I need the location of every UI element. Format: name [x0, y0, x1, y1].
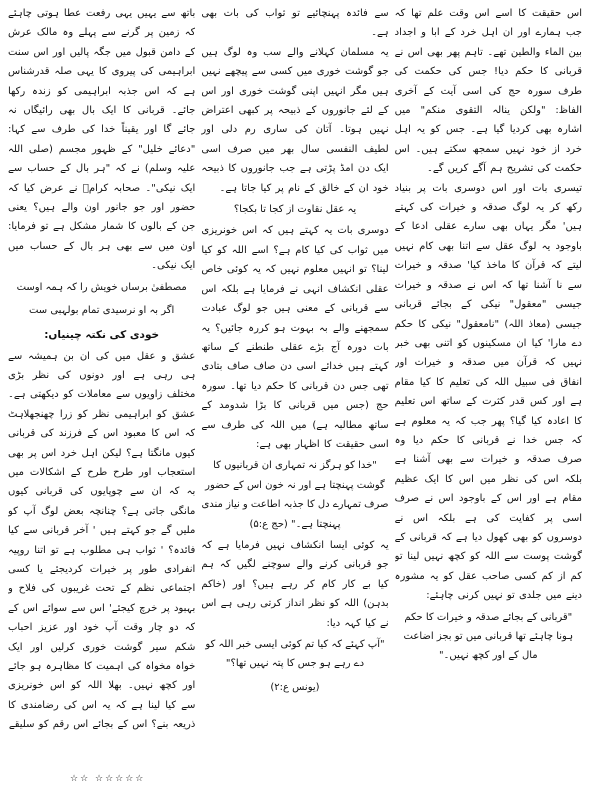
quoted-line: یہ عقل نقاوت از کجا تا بکجا؟ [233, 204, 357, 216]
paragraph: اس حقیقت کا اسے اس وقت علم تھا کہ جب ہمارے اور ان اہل خرد کے ابا و اجداد بین الماء والطین تھے۔ تاہم پھر بھی اس نے قربانی کا حکم دیا! جس کی حکمت کی طرف سورہ حج کی اسی آیت کے آخری الفاظ: "ولکن ینالہ التقوی منکم" میں اشارہ بھی کردیا گیا ہے۔ جس کو یہ اہل خرد از خود نہیں سمجھ سکتے ہیں۔ اس حکمت کی تشریح ہم آگے کریں گے۔ [394, 8, 582, 175]
paragraph: یہ کوئی ایسا انکشاف نہیں فرمایا ہے کہ جو قربانی کرنے والے سوچنے لگیں کہ ہم کیا بے کار کام کر رہے ہیں؟ اور (خاکم بدہن) اللہ کو نظر انداز کرتی رہی ہے اس نے کیا کہہ دیا: [201, 539, 389, 629]
footer-stars: ☆☆ ☆☆☆☆☆ [70, 774, 146, 784]
paragraph: سے فائدہ پہنچائیے تو ثواب کی بات بھی ہے۔ [201, 8, 389, 39]
paragraph: عشق و عقل میں کی ان بن ہمیشہ سے ہی رہی ہے اور دونوں کی نظر بڑی مختلف زاویوں سے معاملات کو دیکھتی ہے۔ عشق کو ابراہیمی نظر کو زرا چھنجھلاہٹ کہ اس کا معبود اس کے فرزند کی قربانی کیوں مانگتا ہے؟ لیکن اہل خرد اس پر بھی استعجاب اور طرح طرح کے اشکالات میں بہ کہ ان سے چوپایوں کی قربانی کیوں مانگی جاتی ہے؟ چنانچہ بعض لوگ آپ کو ملیں گے جو کہتے ہیں ' آخر قربانی سے کیا فائدہ؟ ' ثواب ہی مطلوب ہے تو اتنا روپیہ انفرادی طور پر خیرات کردیجئے یا کسی اجتماعی نظم کے تحت غریبوں کی فلاح و بہبود پر خرچ کیجئے' اس سے سوائے اس کے کہ دو چار وقت آپ خود اور عزیز احباب شکم سیر گوشت خوری کرلیں اور ایک خواہ مخواہ کی اہمیت کا مظاہرہ ہو جائے اور کچھ نہیں۔ بھلا اللہ کو اس خونریزی سے کیا لینا ہے کہ یہ اس کی رضامندی کا ذریعہ بنے؟ اس کے بجائے اس رقم کو سلیقے [8, 350, 196, 731]
section-heading: خودی کی نکتہ چینیاں: [44, 328, 160, 341]
paragraph: یہ مسلمان کہلانے والے سب وہ لوگ ہیں جو گوشت خوری میں کسی سے پیچھے نہیں ہیں مگر انہیں اپنی گوشت خوری اور اس کے لئے جانوروں کے ذبیحہ پر کبھی اعتراض نہیں ہوتا۔ آتان کی ساری رم دلی اور لطیف النفسی سال بھر میں صرف اسی ایک دن امڈ پڑتی ہے جب جانوروں کا ذبیحہ خود ان کے خالق کے نام پر کیا جاتا ہے۔ [201, 46, 389, 194]
column-right [8, 4, 195, 784]
quran-quote: "خدا کو ہرگز نہ تمہاری ان قربانیوں کا گوشت پہنچتا ہے اور نہ خون اس کے حضور صرف تمہارے دل کا جذبہ اطاعت و نیاز مندی پہنچتا ہے۔" (حج ع:۵) [201, 460, 389, 530]
column-left [395, 4, 582, 784]
persian-verse-line: مصطفیٰ برساں خویش را کہ ہمہ اوست [16, 281, 187, 293]
column-middle [201, 4, 388, 784]
paragraph: تیسری بات اور اس دوسری بات پر بنیاد رکھ کر یہ لوگ صدقہ و خیرات کی کہتے ہیں' مگر یہاں بھی سارے عقلی ادعا کے باوجود یہ لوگ عقل سے اتنا بھی کام نہیں لیتے کہ قرآن کا ماخذ کیا' صدقہ و خیرات سے نا آشنا تھا کہ اس نے صدقہ و خیرات جیسی "معقول" نیکی کے بجائے قربانی جیسی (معاذ اللہ) "نامعقول" نیکی کا حکم دے مارا' کیا ان مسکینوں کو اتنی بھی خبر نہیں کہ قرآن میں صدقہ و خیرات اور انفاق فی سبیل اللہ کی تعلیم کا کیا مقام ہے اور کس قدر کثرت کے ساتھ اس تعلیم کا اعادہ کیا گیا؟ پھر جب کہ یہ معلوم ہے کہ جس خدا نے قربانی کا حکم دیا وہ صرف صدقہ و خیرات سے بھی آشنا ہے بلکہ اس کی نظر میں اس کا ایک عظیم مقام ہے اور اس کے باوجود اس نے صرف اسی پر کفایت کی ہے بلکہ اس نے دوسروں کو بھی کھول دیا ہے کہ قربانی کے گوشت پوست سے اللہ کو کچھ نہیں لینا تو کم از کم کسی صاحب عقل کو یہ مشورہ دینے میں جلدی تو نہیں کرنی چاہئے: [394, 182, 582, 602]
quoted-line: "قربانی کے بجائے صدقہ و خیرات کا حکم ہونا چاہئے تھا قربانی میں تو بجز اضاعت مال کے اور کچھ نہیں۔" [403, 611, 574, 662]
persian-verse-line: اگر بہ او نرسیدی تمام بولہبی ست [28, 305, 175, 317]
paragraph: باتھ سے یہیں یہی رفعت عطا ہوتی چاہئے کہ زمین پر گرنے سے پہلے وہ مالک عرش کے دامن قبول میں جگہ پالیں اور اس سنت ابراہیمی کی پیروی کا یہی صلہ قدرشناس ہے کہ اس جذبہ ابراہیمی کو زندہ رکھا جائے۔ قربانی کا ایک بال بھی رائیگاں نہ جائے گا اور یقیناً خدا کی طرف سے کہا: "دعائے خلیل" کے ظہور مجسم (صلی اللہ علیہ وسلم) نے کہ "ہر بال کے حساب سے ایک نیکی"۔ صحابہ کرامؓ نے عرض کیا کہ حضور اور جو جانور اون والے ہیں؟ یعنی جن کے بالوں کا شمار مشکل ہے تو فرمایا: اون میں سے بھی ہر بال کے حساب میں ایک نیکی۔ [8, 8, 196, 272]
quran-quote: "آپ کہئے کہ کیا تم کوئی ایسی خبر اللہ کو دے رہے ہو جس کا پتہ نہیں تھا؟" [205, 639, 385, 670]
quote-reference: (یونس ع:۲) [270, 681, 320, 693]
paragraph: دوسری بات یہ کہتے ہیں کہ اس خونریزی میں ثواب کی کیا کام ہے؟ اسے اللہ کو کیا لینا؟ تو انہیں معلوم نہیں کہ یہ کوئی خاص عقلی انکشاف انہی نے فرمایا ہے بلکہ اس سے قربانی کے معنی ہیں جو لوگ عبادت سمجھنے والے بہ بہوت ہو کررہ جائیں؟ یہ بات دورہ آج بڑے عقلی طنطنے کے ساتھ کہتے ہیں خدائے اسی دن صاف صاف بتادی تھی جس دن قربانی کا حکم دیا تھا۔ سورہ حج (جس میں قربانی کا بڑا شدومد کے ساتھ مطالبہ ہے) میں اللہ کی طرف سے اسی حقیقت کا اظہار بھی ہے: [201, 225, 389, 450]
